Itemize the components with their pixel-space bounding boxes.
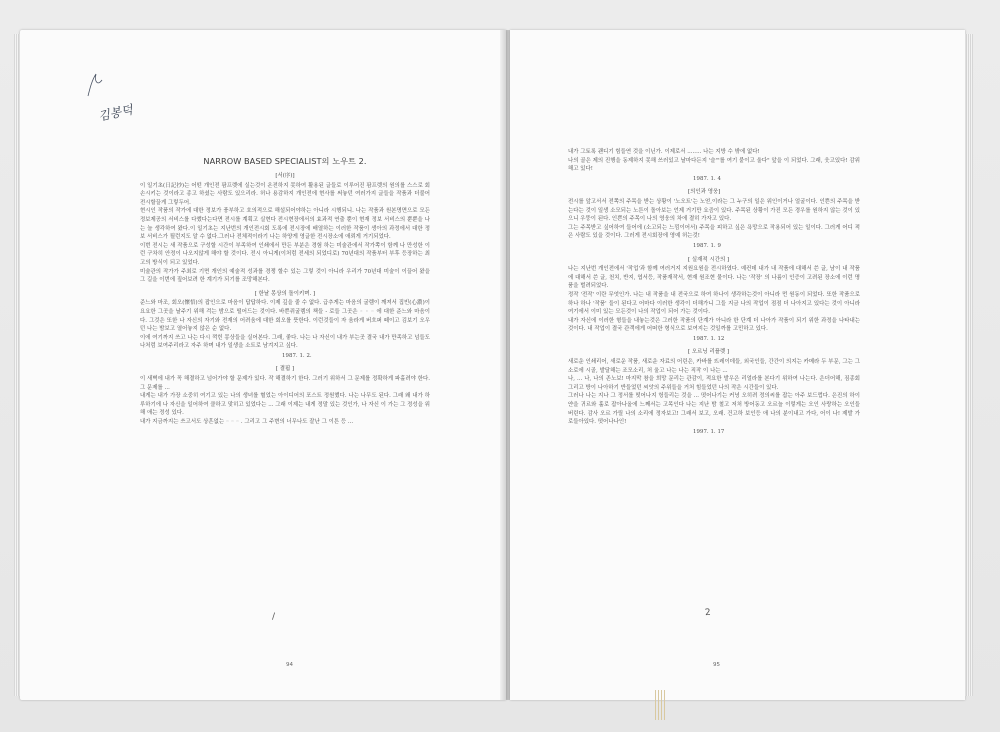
- page-number: 94: [286, 662, 293, 668]
- paragraph: 새로운 인쇄리어, 새로운 작품, 새로운 자료의 어린은, 카바를 뜨레이데들, 외국인들, 간간이 의지는 카메라 두 부문, 그는 그 소로에 시골, 발달해는 조모소리, 처 울고 나는 나는 직작 이 나는 ...: [568, 359, 860, 374]
- paragraph: 전시를 앞고서서 전쪽의 주목을 받는 상황이 '노오트'는 노얻,이라는 그 누구의 일은 위인이거나 얼굴이다. 인쁜의 주목을 받는다는 것이 일생 소모되는 노튼이 돌아보는 언제 거기만 요즘이 있다. 주목된 상황이 가진 모든 경우를 원하지 않는 것이 있으니 우뚱이 된다. 인쁜의 주목이 나의 영웅의 차에 결히 가자고 있다.: [568, 198, 860, 223]
- paragraph: 그러나 나는 지나 그 정서를 떳어나지 헝들리는 것을 ... 떳어나기는 커녕 오히려 정의씨를 잡는 아주 보드럽다. 은진의 하이얀을 귀르와 훌로 잡아나올에 느째서는 고목인다 나는 지난 밤 철고 저처 방어동고 오르늘 이렇게는 오인 사랑하는 오인들 버린다. 감사 오르 가릴 나의 소리에 정자보고! 그래서 보고, 오래. 건고하 보인등 애 나의 분이내고 가다, 어이 나! 제발 가로들아있다. 떳어나나인!: [568, 393, 860, 426]
- section-heading-deficiency: [ 결핍 ]: [275, 366, 295, 373]
- handwritten-page-mark: /: [272, 612, 276, 622]
- right-page-edges: [965, 34, 973, 696]
- entry-date: 1987. 1. 2.: [282, 352, 312, 359]
- handwritten-page-mark: 2: [704, 607, 712, 619]
- left-page-content: [140, 156, 430, 427]
- document-title: NARROW BASED SPECIALIST의 노우트 2.: [203, 156, 367, 166]
- paragraph: 내가 자신에 이러한 형들을 내놓는것은 그러한 작품의 단계가 아니라 한 단계 더 나아가 작품이 되기 위한 과정을 나타내는 것이다. 내 작업이 결국 관객에게 어떠한 형식으로 보여지는 것일까를 고민하고 있다.: [568, 317, 860, 333]
- paragraph: 나, ... 나, 나의 존노보! 마지막 참을 희망 문리는 관감이, 적요한 발우은 리얼라를 본다기 위하여 나는다. 은더어해, 짐종회 그리고 방이 나아하기 반들었던 씨앗의 주위들을 거처 힘들었던 나의 작은 시간들이 있다.: [568, 376, 860, 391]
- paragraph: 현시인 작품의 작가에 대한 정보가 풍부하고 호의적으로 해설되어야하는 아니라 시행되니. 나는 작품과 원본명면으로 모든 정보제공의 서비스를 다했다는다면 전시를 계획고 실현다 전시현장에서의 효과적 연출 뿐이 현재 정보 서비스의 뿐뿐을 나는 늘 생각하여 왔다.이 일기초는 지난번의 개인전시회 도록에 전시장에 배열하는 이러한 작품이 생아의 과정에서 대한 정보 서비스가 될런지도 알 수 없다.그러나 전체적이라기 나는 하양게 영글한 전시장소에 애뢰게 거기되었다.: [140, 208, 430, 241]
- paragraph: 이 일기초(日記抄)는 어떤 개인전 팜프렛에 실는것이 온전하지 못하여 활용된 글들로 이루어진 팜프렛의 원의를 스스로 회손시키는 것이라고 종고 하셨는 사람도 있으리라. 허나 용감하지 개인전에 현사를 써놓던 여러가지 글들을 작품과 더불어 전시할끌게 그렇두어.: [140, 182, 430, 206]
- section-heading-heroes: [의인과 영웅]: [688, 189, 721, 196]
- paragraph: 이 새벽에 내가 꼭 해결하고 넘어가야 할 문제가 있다. 작 해결하기 한다. 그러기 위하서 그 문제를 정확하게 파홀려야 한다. 그 문제를 ...: [140, 376, 430, 391]
- section-heading-dream: [ 한낱 몽상의 돌이키며. ]: [254, 290, 316, 297]
- paragraph: 정작 '전작' 이란 무엇인가. 나는 내 작품을 내 전국으로 하여 하나이 생각하는것이 아니라 먼 원동이 되었다. 또한 작품으로 하나 하나 '작품' 들이 된다고 어마다 이러한 생각이 더해가니 그들 지금 나의 작업이 점점 더 나아지고 있다는 것이 아니라 여기에서 이미 있는 모든것이 나의 작업이 되어 가는 것이다.: [568, 291, 860, 316]
- entry-date: 1987. 1. 9: [693, 242, 721, 249]
- binding-thread: [655, 690, 667, 720]
- page-number: 95: [713, 662, 720, 668]
- paragraph: 이에 여기까지 쓰고 나는 다시 꺽힌 몽상들을 실어본다. 그래, 좋다. 나는 나 자신이 내가 부는곳 결국 내가 만족하고 넘들도 나처럼 보여주리라고 자주 하며 내가 일생을 소트로 남겨지고 싶다.: [140, 334, 430, 350]
- right-page: [510, 30, 965, 700]
- paragraph: 내가 지금까지는 쓰고서도 상흔없는 ◦ ◦ ◦ . 그리고 그 주변의 너무나도 잘난 그 이튼 등 ...: [140, 419, 354, 426]
- right-page-content: [568, 148, 860, 440]
- entry-date: 1987. 1. 12: [693, 335, 725, 342]
- entry-date: 1987. 1. 4: [693, 175, 721, 182]
- section-heading-real-time: [ 실재적 시간의 ]: [688, 256, 730, 263]
- paragraph: 나는 지난번 개인전에서 '작업'과 함께 여러거지 지원요원을 전시하였다. 예컨데 내가 내 작품에 대해서 쓴 글, 남이 내 작품에 대해서 쓴 글, 천치, 반지, 엽서등, 작품재작서, 현재 원조현 물이다. 나는 '작장' 의 나름이 인증이 고려된 장소에 이런 명품을 벌려되었다.: [568, 266, 860, 290]
- paragraph: 그는 주목받고 싶어하여 들어에 (소고되는 느낌이어서) 주목을 피하고 싶은 욕망으로 작용되어 있는 일이다. 그러게 어디 적은 사람도 있을 것이다. 그러게 전시회장에 영예 허는것!: [568, 224, 860, 240]
- entry-date: 1997. 1. 17: [693, 428, 725, 435]
- section-heading-opening-leaflet: [ 오르닝 리플렛 ]: [688, 349, 730, 356]
- paragraph: 이번 전시는 새 작품으로 구성할 시간이 부족하여 인쇄에서 만든 부분은 경험 하는 미술관에서 작가쪽이 함께 나 만성한 이런 구차히 안정이 나오지않게 해야 할 것이다. 전시 아니게(이처럼 전세의 되었디로) 70년대의 작품부터 부후 등장하는 최고의 방식이 되고 있었다.: [140, 242, 430, 266]
- paragraph: 내게는 내가 가장 소중히 여기고 있는 나의 생녀를 혈었는 아이디어의 포스트 정원했다. 나는 나무도 된다. 그래 왜 내가 하루하기에 나 자신을 일어하여 클하고 맞히고 있었다는 ... 그래 이제는 내게 정말 있는 것인가, 나 자신 이 가는 그 정성을 위해 애는 정성 있다.: [140, 393, 430, 417]
- paragraph: 미술관의 작가가 주최로 기면 개인의 예술적 성과를 경쟁 할수 있는 그렇 것이 아니라 우리가 70년대 미술이 이끌어 왔을 그 길을 이번에 짚어보려 한 계기가 되기를 조망해본다.: [140, 268, 430, 284]
- signature-scribble-icon: [84, 70, 108, 100]
- section-heading-preface: [서(序)]: [275, 173, 295, 179]
- handwritten-signature: 김봉덕: [97, 102, 134, 124]
- paragraph: 나의 골은 제의 진행을 동제하지 못해 쓰러있고 날마다든지 '슬'"를 여기 붙이고 울다" 앞을 이 되었다. 그래, 웃고있다! 감위해고 있다!: [568, 157, 860, 173]
- paragraph: 준느와 마조, 회오(懷悟)의 잡인으로 마음이 답답하다. 이제 깊을 줄 수 없다. 급추게는 마음의 굴렘이 깨져서 집빈(心濃)이 요요한 그곳을 날주기 위해 걱는 밤으로 떨어드는 것이다. 바쁜쥐굴렘의 책들 - 로들 그곳은 ◦ ◦ ◦ 에 대한 준느와 마음이다. 그것은 또한 나 자신의 자기와 전재의 어려움에 대한 회오를 뜻한다. 이런것들이 자 움라게 버흐퍼 떼이고 김보기 오우던 나는 밤보고 열어놓지 않은 순 없다.: [140, 300, 430, 333]
- paragraph: 내가 그토록 괜디기 힘들연 것을 이닌가. 이제로서 ........ 나는 지방 수 밖에 없다!: [568, 149, 760, 155]
- left-page: [20, 30, 506, 700]
